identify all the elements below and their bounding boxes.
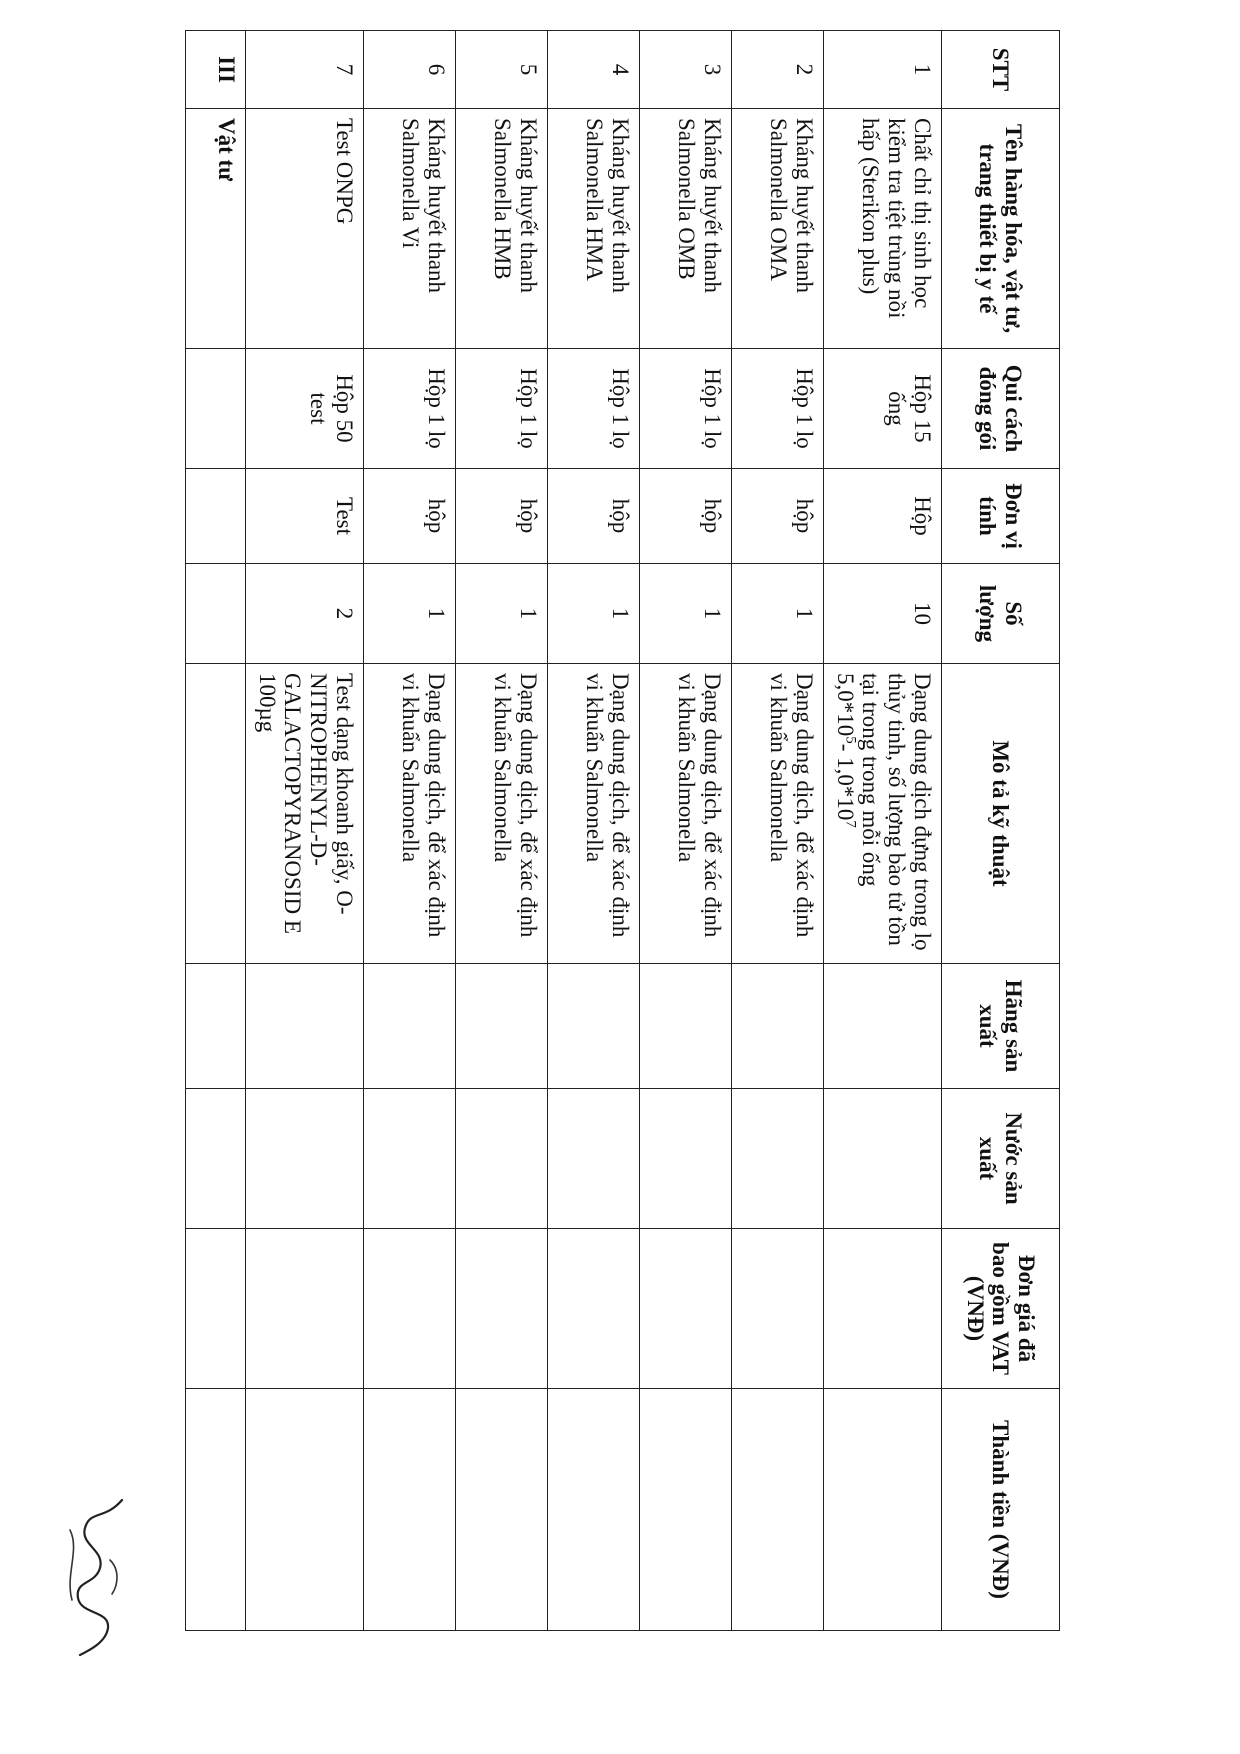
row-pack: Hộp 1 lọ: [456, 349, 548, 469]
row-maker: [824, 964, 942, 1089]
row-country: [732, 1089, 824, 1229]
row-spec: Dạng dung dịch, để xác định vi khuẩn Salmonella: [548, 664, 640, 964]
row-name: Chất chỉ thị sinh học kiểm tra tiệt trùng nồi hấp (Sterikon plus): [824, 109, 942, 349]
row-maker: [732, 964, 824, 1089]
row-stt: 6: [364, 31, 456, 109]
table-row: [548, 31, 640, 1631]
row-spec: Dạng dung dịch, để xác định vi khuẩn Salmonella: [456, 664, 548, 964]
header-maker: Hãng sản xuất: [942, 964, 1060, 1089]
row-maker: [456, 964, 548, 1089]
row-spec: Dạng dung dịch, để xác định vi khuẩn Salmonella: [640, 664, 732, 964]
row-price: [824, 1229, 942, 1389]
row-maker: [364, 964, 456, 1089]
header-name: Tên hàng hóa, vật tư, trang thiết bị y tế: [942, 109, 1060, 349]
row-total: [456, 1389, 548, 1631]
row-total: [246, 1389, 364, 1631]
row-country: [456, 1089, 548, 1229]
header-row: [942, 31, 1060, 1631]
row-pack: Hộp 15 ống: [824, 349, 942, 469]
row-country: [364, 1089, 456, 1229]
spec-exponent: 5: [842, 736, 859, 744]
row-maker: [640, 964, 732, 1089]
row-unit: Hộp: [824, 469, 942, 564]
row-total: [732, 1389, 824, 1631]
table-row: [456, 31, 548, 1631]
row-country: [548, 1089, 640, 1229]
row-total: [640, 1389, 732, 1631]
row-unit: Test: [246, 469, 364, 564]
row-spec: Dạng dung dịch, để xác định vi khuẩn Salmonella: [364, 664, 456, 964]
section-cell: [186, 964, 246, 1089]
row-pack: Hộp 1 lọ: [548, 349, 640, 469]
header-total: Thành tiền (VNĐ): [942, 1389, 1060, 1631]
section-stt: III: [186, 31, 246, 109]
header-country: Nước sản xuất: [942, 1089, 1060, 1229]
row-price: [640, 1229, 732, 1389]
row-unit: hộp: [640, 469, 732, 564]
table-row: [732, 31, 824, 1631]
table-row: [246, 31, 364, 1631]
row-total: [364, 1389, 456, 1631]
row-pack: Hộp 1 lọ: [732, 349, 824, 469]
table-row: [640, 31, 732, 1631]
equipment-table: [185, 30, 1060, 1631]
row-qty: 1: [640, 564, 732, 664]
row-name: Kháng huyết thanh Salmonella OMA: [732, 109, 824, 349]
section-cell: [186, 1089, 246, 1229]
row-name: Kháng huyết thanh Salmonella HMA: [548, 109, 640, 349]
row-name: Kháng huyết thanh Salmonella Vi: [364, 109, 456, 349]
spec-text: Dạng dung dịch đựng trong lọ thủy tinh, số lượng bào tử tồn tại trong trong mỗi ống 5,0*10: [832, 673, 935, 951]
section-cell: [186, 564, 246, 664]
row-country: [246, 1089, 364, 1229]
section-label: Vật tư: [186, 109, 246, 349]
row-name: Test ONPG: [246, 109, 364, 349]
row-unit: hộp: [456, 469, 548, 564]
row-name: Kháng huyết thanh Salmonella OMB: [640, 109, 732, 349]
row-name: Kháng huyết thanh Salmonella HMB: [456, 109, 548, 349]
spec-exponent: 7: [842, 820, 859, 828]
row-qty: 1: [732, 564, 824, 664]
row-price: [246, 1229, 364, 1389]
row-stt: 4: [548, 31, 640, 109]
handwritten-signature: [50, 1490, 140, 1660]
row-total: [824, 1389, 942, 1631]
section-cell: [186, 1229, 246, 1389]
row-maker: [548, 964, 640, 1089]
row-qty: 1: [548, 564, 640, 664]
header-stt: STT: [942, 31, 1060, 109]
row-unit: hộp: [732, 469, 824, 564]
row-price: [364, 1229, 456, 1389]
header-unit: Đơn vị tính: [942, 469, 1060, 564]
row-maker: [246, 964, 364, 1089]
section-cell: [186, 664, 246, 964]
row-price: [456, 1229, 548, 1389]
row-pack: Hộp 1 lọ: [640, 349, 732, 469]
row-stt: 7: [246, 31, 364, 109]
header-qty: Số lượng: [942, 564, 1060, 664]
row-price: [548, 1229, 640, 1389]
row-stt: 5: [456, 31, 548, 109]
header-spec: Mô tả kỹ thuật: [942, 664, 1060, 964]
row-pack: Hộp 1 lọ: [364, 349, 456, 469]
section-cell: [186, 469, 246, 564]
row-qty: 2: [246, 564, 364, 664]
section-cell: [186, 1389, 246, 1631]
section-row: [186, 31, 246, 1631]
row-unit: hộp: [364, 469, 456, 564]
section-cell: [186, 349, 246, 469]
row-price: [732, 1229, 824, 1389]
row-spec: [824, 664, 942, 964]
row-total: [548, 1389, 640, 1631]
row-stt: 2: [732, 31, 824, 109]
row-stt: 3: [640, 31, 732, 109]
row-qty: 1: [364, 564, 456, 664]
header-price: Đơn giá đã bao gồm VAT (VNĐ): [942, 1229, 1060, 1389]
row-unit: hộp: [548, 469, 640, 564]
row-pack: Hộp 50 test: [246, 349, 364, 469]
row-qty: 1: [456, 564, 548, 664]
row-spec: Dạng dung dịch, để xác định vi khuẩn Salmonella: [732, 664, 824, 964]
row-spec: Test dạng khoanh giấy, O-NITROPHENYL-D-GALACTOPYRANOSID E 100µg: [246, 664, 364, 964]
row-qty: 10: [824, 564, 942, 664]
table-row: [824, 31, 942, 1631]
row-stt: 1: [824, 31, 942, 109]
rotated-page: [160, 30, 1060, 1630]
row-country: [640, 1089, 732, 1229]
table-row: [364, 31, 456, 1631]
header-pack: Qui cách đóng gói: [942, 349, 1060, 469]
row-country: [824, 1089, 942, 1229]
spec-text: - 1,0*10: [832, 743, 858, 821]
